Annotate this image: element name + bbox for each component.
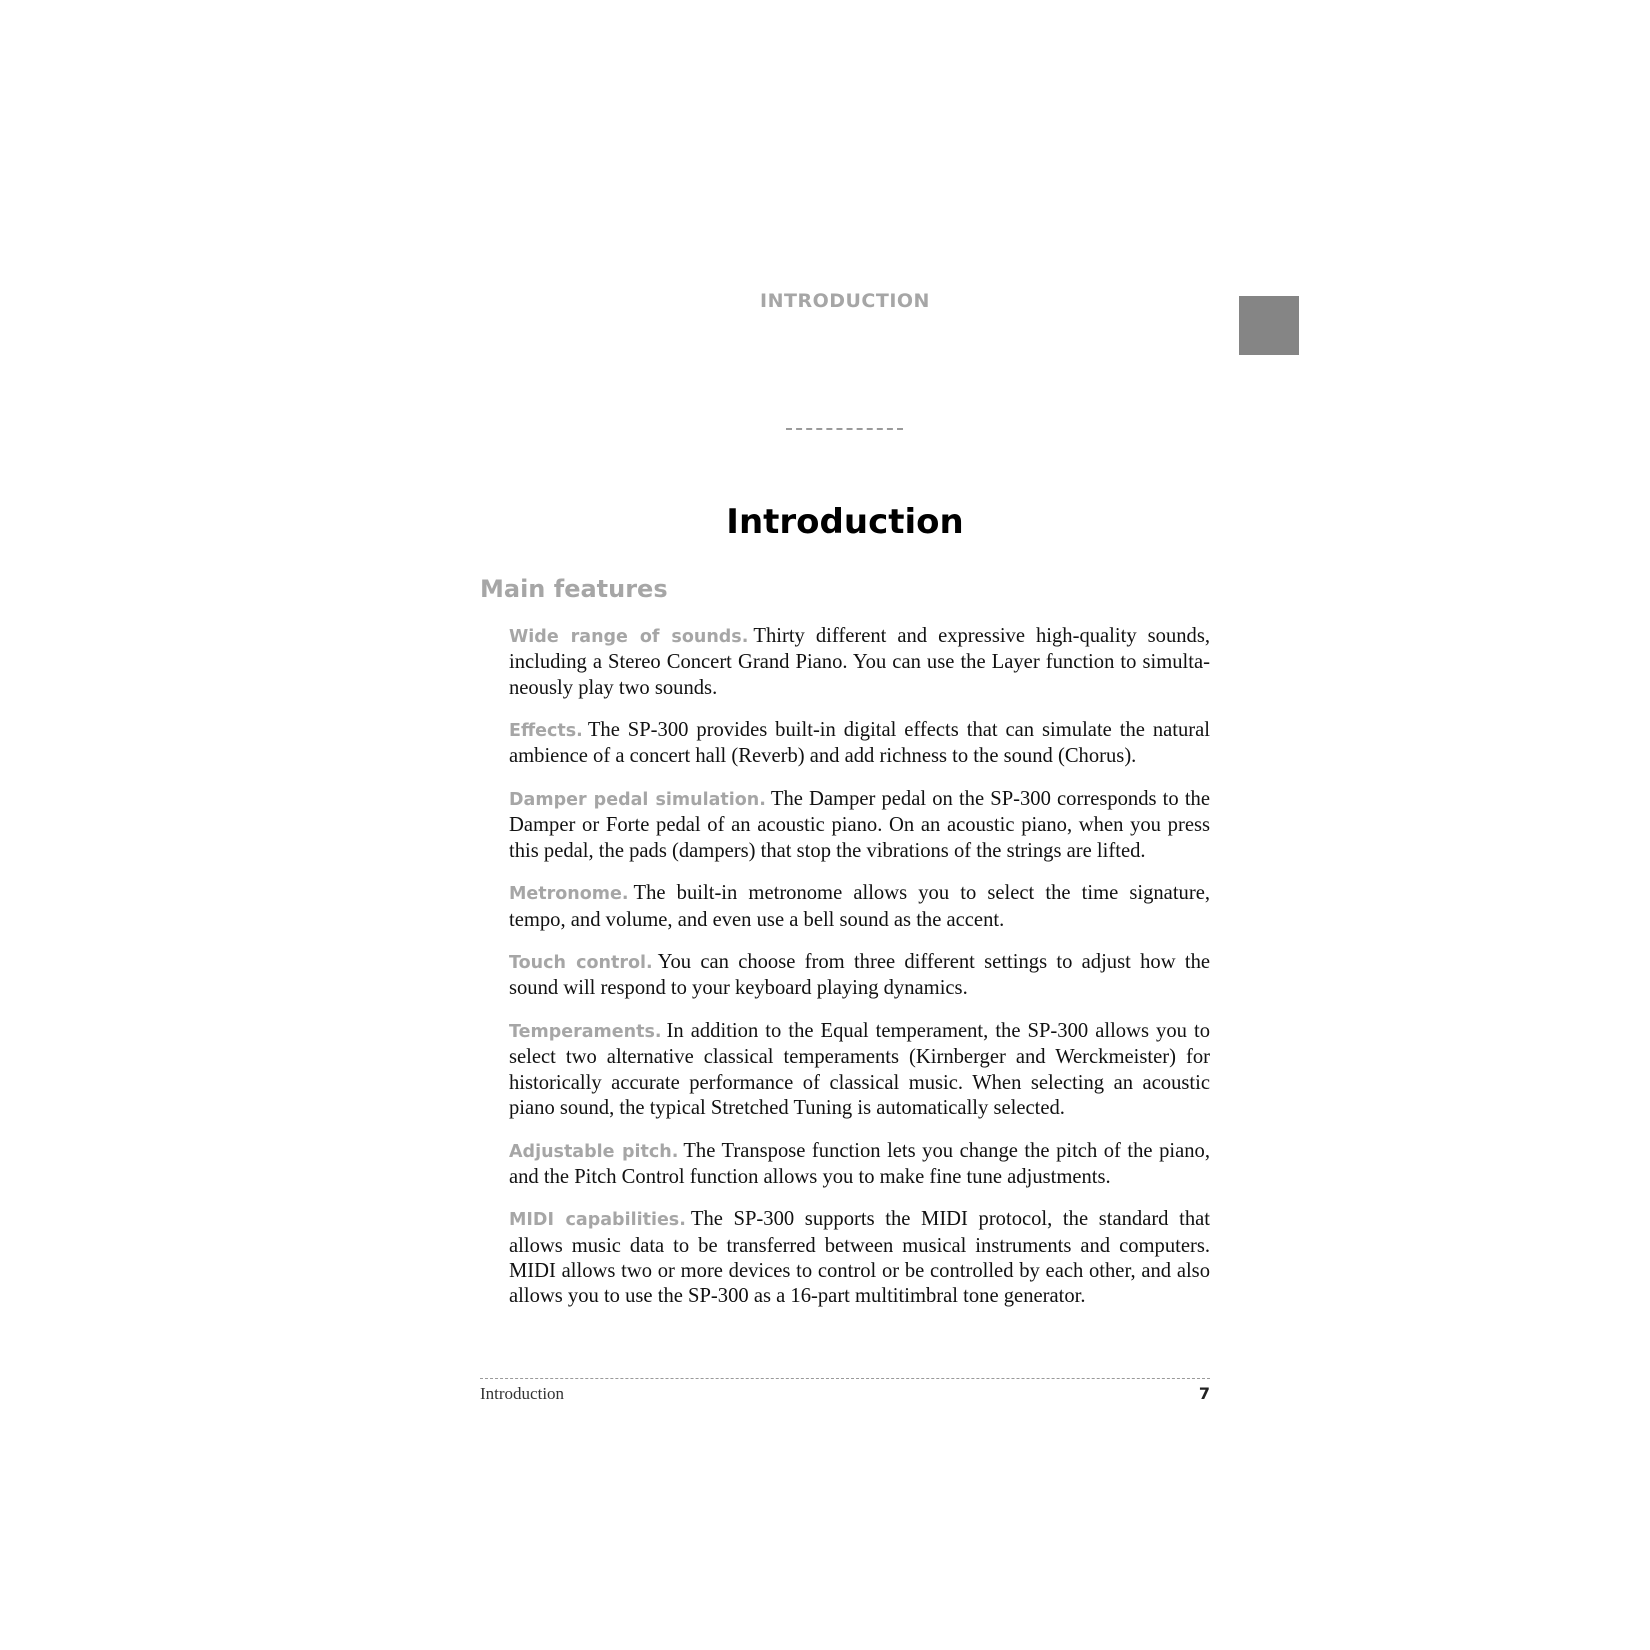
feature-text: The SP-300 supports the MIDI protocol, the standard that allows music data to be transferred between musical instruments and computers. MIDI allows two or more devices to control or be controlled by each other, and also allows you to use the SP-300 as a 16-part multitimbral tone generator. [509,1208,1210,1308]
chapter-thumb-tab [1239,296,1299,355]
section-title: Main features [480,575,668,603]
feature-item [509,1207,1210,1309]
feature-text: The Damper pedal on the SP-300 corresponds to the Damper or Forte pedal of an acoustic piano. On an acoustic piano, when you press this pedal, the pads (dampers) that stop the vibrations of the strings are lifted. [509,788,1210,862]
footer-section-label: Introduction [480,1384,565,1403]
feature-text: The Transpose function lets you change the pitch of the piano, and the Pitch Control function allows you to make fine tune adjustments. [509,1139,1210,1188]
feature-term: Touch control. [509,953,653,974]
feature-term: MIDI capabilities. [509,1210,686,1231]
feature-term: Effects. [509,721,583,742]
feature-term: Metronome. [509,884,629,905]
feature-text: You can choose from three different settings to adjust how the sound will respond to your keyboard playing dynamics. [509,951,1211,1000]
feature-text: The built-in metronome allows you to select the time signature, tempo, and volume, and even use a bell sound as the accent. [509,882,1210,931]
dashed-divider [786,428,903,430]
feature-term: Temperaments. [509,1022,662,1043]
feature-list [509,624,1210,1327]
feature-text: The SP-300 provides built-in digital effects that can simulate the natural ambience of a concert hall (Reverb) and add richness to the sound (Chorus). [509,719,1210,768]
feature-text: Thirty different and expressive high-quality sounds, including a Stereo Concert Grand Piano. You can use the Layer function to simultaneously play two sounds. [509,625,1210,699]
feature-term: Adjustable pitch. [509,1141,679,1162]
footer-divider [480,1378,1210,1379]
feature-item [509,1019,1210,1121]
feature-item [509,881,1210,933]
feature-term: Wide range of sounds. [509,627,749,647]
feature-item [509,718,1210,770]
feature-item [509,624,1210,701]
feature-item [509,1139,1210,1191]
feature-item [509,787,1210,864]
feature-term: Damper pedal simulation. [509,790,766,811]
feature-item [509,950,1210,1002]
feature-text: In addition to the Equal temperament, the SP-300 allows you to select two alternative classical temperaments (Kirnberger and Werckmeister) for historically accurate performance of classical music. When selecting an acoustic piano sound, the typical Stretched Tuning is automatically selected. [509,1020,1210,1119]
page-number: 7 [1198,1384,1210,1403]
running-header: INTRODUCTION [760,290,930,312]
chapter-title: Introduction [726,502,964,542]
